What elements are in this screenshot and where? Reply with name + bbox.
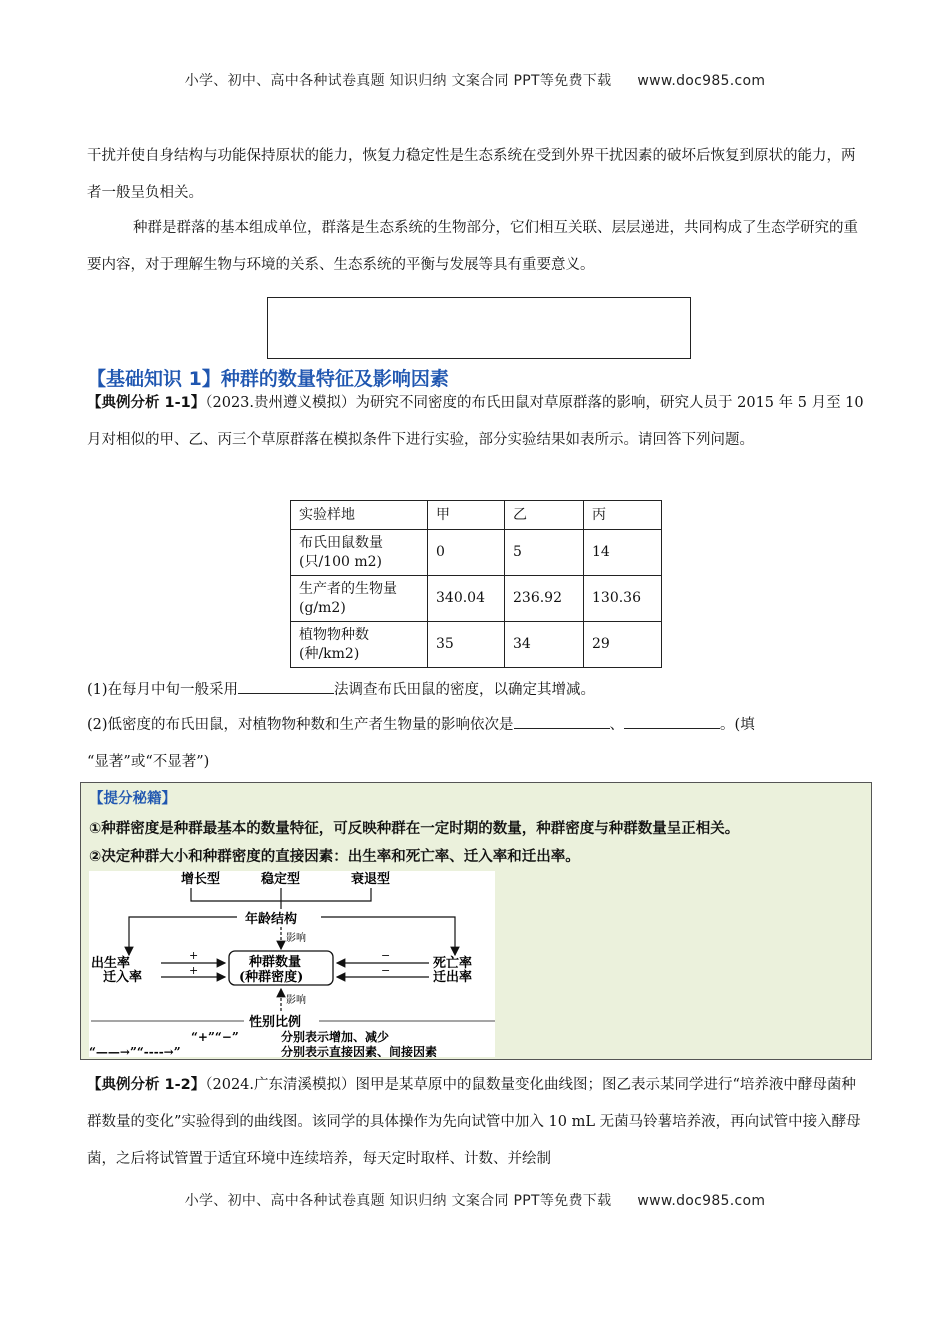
- label-stable-type: 稳定型: [261, 872, 301, 887]
- question-2-text: (2)低密度的布氏田鼠，对植物物种数和生产者生物量的影响依次是: [87, 717, 514, 733]
- tip-line-2: ②决定种群大小和种群密度的直接因素：出生率和死亡率、迁入率和迁出率。: [89, 849, 580, 865]
- table-header-cell: 乙: [505, 501, 584, 530]
- table-row: [291, 622, 662, 668]
- example-1: [87, 385, 865, 459]
- table-cell: 生产者的生物量 (g/m2): [291, 576, 428, 622]
- table-row: [291, 576, 662, 622]
- example-1-text: （2023.贵州遵义模拟）为研究不同密度的布氏田鼠对草原群落的影响，研究人员于 2015 年 5 月至 10 月对相似的甲、乙、丙三个草原群落在模拟条件下进行实验，部分实验结果如表所示。请回答下列问题。: [87, 395, 864, 448]
- table-cell: 236.92: [505, 576, 584, 622]
- question-2-text-end: 。(填: [720, 717, 755, 733]
- footer-url[interactable]: www.doc985.com: [637, 1193, 766, 1209]
- population-factor-diagram: [89, 871, 495, 1057]
- table-header-cell: 实验样地: [291, 501, 428, 530]
- question-1-text: (1)在每月中旬一般采用: [87, 682, 239, 698]
- empty-box: [267, 297, 691, 359]
- label-birth-rate: 出生率: [91, 956, 131, 971]
- bracket-lines: [191, 888, 371, 909]
- table-cell: 34: [505, 622, 584, 668]
- label-influence-top: 影响: [286, 933, 306, 944]
- intro-paragraph-1: 干扰并使自身结构与功能保持原状的能力，恢复力稳定性是生态系统在受到外界干扰因素的破坏后恢复到原状的能力，两者一般呈负相关。: [87, 148, 856, 201]
- section-title: 【基础知识 1】种群的数量特征及影响因素: [87, 368, 449, 390]
- legend-arrows: “——→”“----→”: [89, 1045, 181, 1057]
- legend-signs-desc: 分别表示增加、减少: [281, 1030, 390, 1044]
- table-cell: 35: [428, 622, 505, 668]
- example-2-text: （2024.广东清溪模拟）图甲是某草原中的鼠数量变化曲线图；图乙表示某同学进行“培养液中酵母菌种群数量的变化”实验得到的曲线图。该同学的具体操作为先向试管中加入 10 mL 无菌马铃薯培养液，再向试管中接入酵母菌，之后将试管置于适宜环境中连续培养，每天定时取样、计数、并绘制: [87, 1077, 861, 1167]
- label-sex-ratio: 性别比例: [249, 1015, 302, 1030]
- label-immigration-rate: 迁入率: [103, 970, 143, 985]
- answer-blank[interactable]: [238, 679, 334, 694]
- header-text: 小学、初中、高中各种试卷真题 知识归纳 文案合同 PPT等免费下载: [184, 73, 612, 89]
- question-1-text-end: 法调查布氏田鼠的密度，以确定其增减。: [334, 682, 596, 698]
- diagram-svg: [89, 871, 495, 1057]
- minus-sign: −: [381, 964, 391, 977]
- question-2-hint: “显著”或“不显著”): [87, 754, 210, 770]
- question-2-sep: 、: [609, 717, 625, 733]
- intro-paragraph-2: 种群是群落的基本组成单位，群落是生态系统的生物部分，它们相互关联、层层递进，共同构成了生态学研究的重要内容，对于理解生物与环境的关系、生态系统的平衡与发展等具有重要意义。: [87, 220, 858, 273]
- label-age-structure: 年龄结构: [245, 912, 298, 927]
- table-header-cell: 丙: [584, 501, 662, 530]
- label-death-rate: 死亡率: [433, 956, 473, 971]
- table-cell: 340.04: [428, 576, 505, 622]
- label-population-size: 种群数量: [249, 955, 302, 970]
- label-population-density: (种群密度): [239, 970, 304, 985]
- example-2-label: 【典例分析 1-2】: [87, 1077, 206, 1093]
- minus-sign: −: [381, 949, 391, 962]
- answer-blank[interactable]: [624, 714, 720, 729]
- tip-box: [80, 782, 872, 1060]
- page-header: [0, 70, 950, 90]
- table-header-row: [291, 501, 662, 530]
- tip-line-1: ①种群密度是种群最基本的数量特征，可反映种群在一定时期的数量，种群密度与种群数量呈正相关。: [89, 821, 740, 837]
- page-footer: [0, 1190, 950, 1210]
- table-cell: 29: [584, 622, 662, 668]
- example-2: [87, 1067, 865, 1178]
- table-cell: 14: [584, 530, 662, 576]
- plus-sign: +: [189, 949, 199, 962]
- label-decline-type: 衰退型: [351, 872, 391, 887]
- answer-blank[interactable]: [514, 714, 610, 729]
- table-cell: 0: [428, 530, 505, 576]
- question-1: [87, 672, 865, 709]
- label-influence-bottom: 影响: [286, 995, 306, 1006]
- label-emigration-rate: 迁出率: [433, 970, 473, 985]
- label-growth-type: 增长型: [181, 872, 221, 887]
- table-cell: 植物物种数 (种/km2): [291, 622, 428, 668]
- legend-signs: “+”“−”: [191, 1030, 239, 1044]
- table-cell: 布氏田鼠数量 (只/100 m2): [291, 530, 428, 576]
- question-2: [87, 707, 865, 781]
- example-1-label: 【典例分析 1-1】: [87, 395, 206, 411]
- table-header-cell: 甲: [428, 501, 505, 530]
- data-table: [290, 500, 662, 668]
- plus-sign: +: [189, 964, 199, 977]
- table-row: [291, 530, 662, 576]
- footer-text: 小学、初中、高中各种试卷真题 知识归纳 文案合同 PPT等免费下载: [184, 1193, 612, 1209]
- arrow-age-to-birth: [129, 917, 237, 955]
- legend-arrows-desc: 分别表示直接因素、间接因素: [281, 1045, 438, 1057]
- header-url[interactable]: www.doc985.com: [637, 73, 766, 89]
- tip-title: 【提分秘籍】: [89, 791, 176, 807]
- table-cell: 130.36: [584, 576, 662, 622]
- table-cell: 5: [505, 530, 584, 576]
